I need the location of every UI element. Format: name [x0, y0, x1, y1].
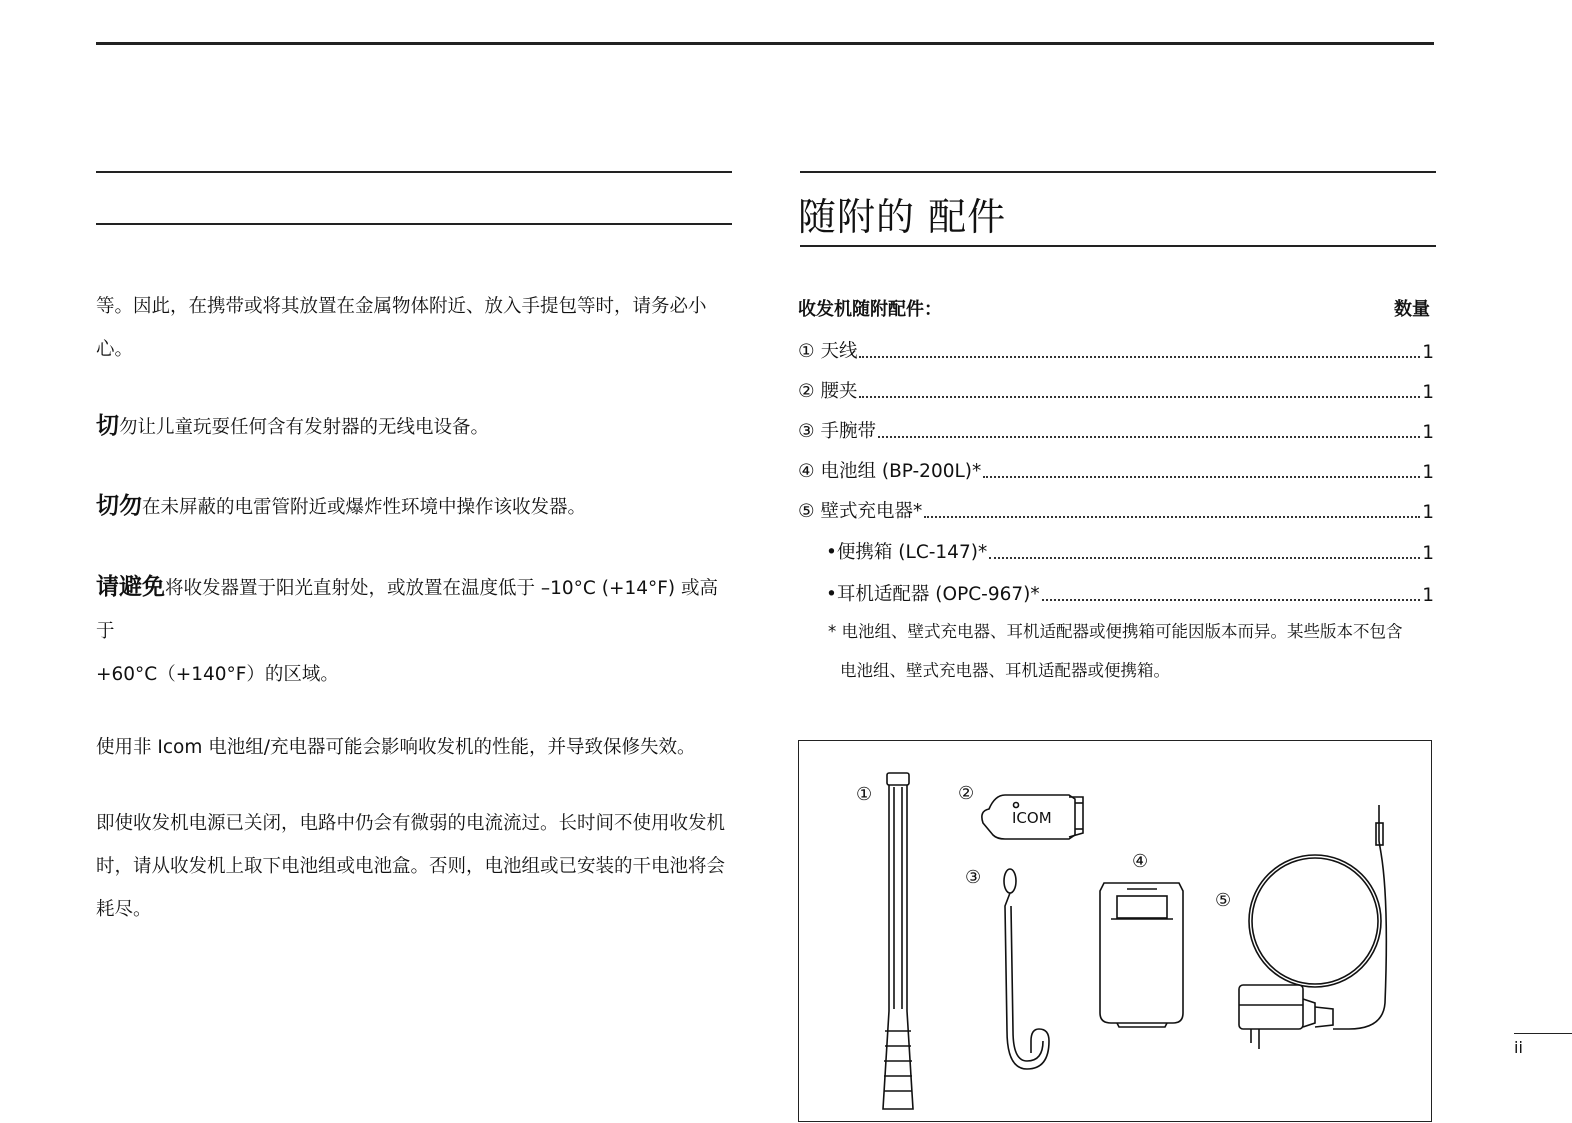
accessory-qty: 1: [1422, 585, 1434, 606]
warning-keyword: 切: [96, 413, 119, 439]
warning-text: 勿让儿童玩耍任何含有发射器的无线电设备。: [119, 417, 490, 438]
accessory-row-antenna: [798, 337, 1434, 363]
dot-leader: [924, 516, 1420, 518]
figure-label-4: ④: [1132, 851, 1149, 872]
dot-leader: [983, 476, 1420, 478]
accessory-qty: 1: [1422, 342, 1434, 363]
warning-keyword: 请避免: [96, 574, 165, 600]
accessory-qty: 1: [1422, 502, 1434, 523]
accessory-label: ③ 手腕带: [798, 421, 876, 442]
quantity-header: 数量: [1394, 299, 1430, 320]
hand-strap-illustration: [1004, 869, 1049, 1069]
accessory-label: ② 腰夹: [798, 381, 858, 402]
accessories-illustration: [798, 740, 1432, 1122]
page-number-rule: [1514, 1033, 1572, 1034]
dot-leader: [1042, 599, 1421, 601]
dot-leader: [859, 356, 1420, 358]
right-rule-1: [800, 171, 1436, 173]
footnote-line-2: 电池组、壁式充电器、耳机适配器或便携箱。: [840, 661, 1170, 680]
paragraph-caution-metal: 等。因此，在携带或将其放置在金属物体附近、放入手提包等时，请务必小心。: [96, 296, 707, 360]
accessory-label: ④ 电池组 (BP-200L)*: [798, 461, 982, 482]
accessory-label: •便携箱 (LC-147)*: [826, 542, 988, 563]
accessory-label: ⑤ 壁式充电器*: [798, 501, 923, 522]
accessory-footnote: [828, 612, 1438, 690]
clip-logo-text: ICOM: [1012, 809, 1052, 827]
paragraph-current-drain: 即使收发机电源已关闭，电路中仍会有微弱的电流流过。长时间不使用收发机时，请从收发机上取下电池组或电池盒。否则，电池组或已安装的干电池将会耗尽。: [96, 813, 726, 920]
paragraph-non-icom-battery: 使用非 Icom 电池组/充电器可能会影响收发机的性能，并导致保修失效。: [96, 737, 696, 758]
figure-label-3: ③: [965, 867, 982, 888]
accessory-qty: 1: [1422, 382, 1434, 403]
accessory-list-header: [798, 295, 1430, 321]
dot-leader: [859, 396, 1420, 398]
figure-label-1: ①: [856, 784, 873, 805]
accessory-row-headset-adapter: [826, 580, 1434, 606]
accessory-row-battery-pack: [798, 457, 1434, 483]
accessory-label: •耳机适配器 (OPC-967)*: [826, 584, 1040, 605]
accessory-qty: 1: [1422, 462, 1434, 483]
section-title: 随附的 配件: [798, 195, 1007, 239]
paragraph-blasting-warning: [96, 485, 736, 529]
page-number: ii: [1514, 1038, 1523, 1057]
accessories-drawing: [799, 741, 1433, 1123]
accessory-qty: 1: [1422, 543, 1434, 564]
accessory-row-wall-charger: [798, 497, 1434, 523]
accessory-row-hand-strap: [798, 417, 1434, 443]
battery-pack-illustration: [1100, 883, 1183, 1027]
top-rule: [96, 42, 1434, 45]
accessory-row-carrying-case: [826, 538, 1434, 564]
antenna-illustration: [883, 773, 913, 1109]
paragraph-children-warning: [96, 405, 736, 449]
accessory-qty: 1: [1422, 422, 1434, 443]
footnote-line-1: * 电池组、壁式充电器、耳机适配器或便携箱可能因版本而异。某些版本不包含: [828, 622, 1403, 641]
right-rule-2: [800, 245, 1436, 247]
accessory-row-belt-clip: [798, 377, 1434, 403]
figure-label-5: ⑤: [1215, 890, 1232, 911]
dot-leader: [878, 436, 1420, 438]
left-rule-1: [96, 171, 732, 173]
accessory-label: ① 天线: [798, 341, 858, 362]
paragraph-temperature-line2: +60°C（+140°F）的区域。: [96, 664, 339, 685]
warning-text: 在未屏蔽的电雷管附近或爆炸性环境中操作该收发器。: [142, 497, 587, 518]
accessory-list-title: 收发机随附配件：: [798, 299, 942, 320]
left-rule-2: [96, 223, 732, 225]
warning-text: 将收发器置于阳光直射处，或放置在温度低于 –10°C (+14°F) 或高于: [96, 578, 718, 642]
wall-charger-illustration: [1239, 805, 1386, 1049]
dot-leader: [989, 557, 1420, 559]
figure-label-2: ②: [958, 783, 975, 804]
warning-keyword: 切勿: [96, 493, 142, 519]
paragraph-temperature-warning: [96, 566, 736, 653]
